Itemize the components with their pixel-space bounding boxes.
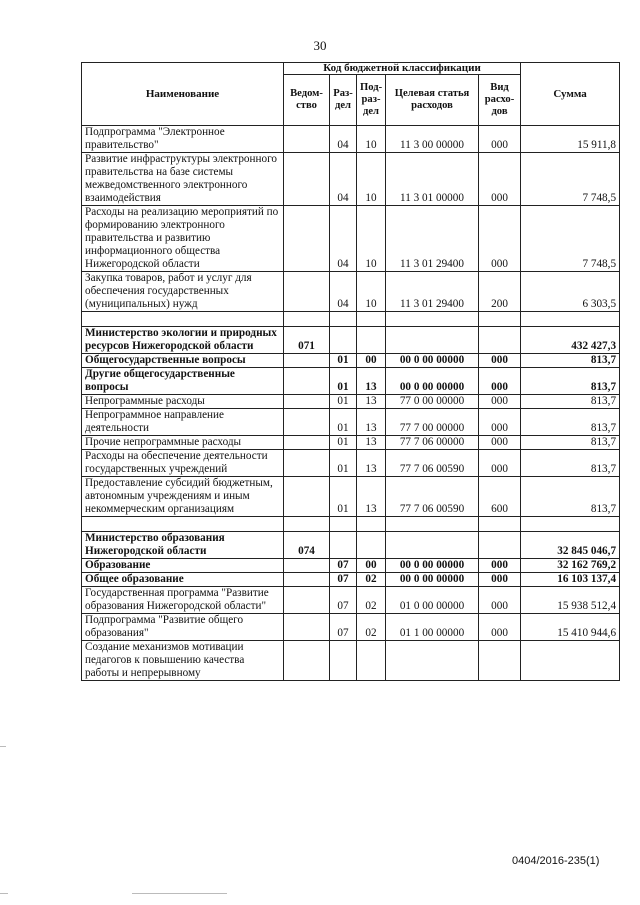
row-name: Закупка товаров, работ и услуг для обеспечения государственных (муниципальных) нужд	[82, 272, 284, 312]
table-row	[82, 354, 620, 368]
row-vid: 000	[479, 409, 521, 436]
row-razdel	[330, 641, 357, 681]
empty-cell	[479, 312, 521, 327]
table-row	[82, 477, 620, 517]
row-podrazdel: 00	[357, 354, 386, 368]
spacer-row	[82, 312, 620, 327]
row-name: Предоставление субсидий бюджетным, автономным учреждениям и иным некоммерческим организациям	[82, 477, 284, 517]
row-razdel	[330, 532, 357, 559]
row-ved	[284, 587, 330, 614]
row-tsel: 77 7 06 00590	[386, 477, 479, 517]
empty-cell	[386, 312, 479, 327]
row-vid: 000	[479, 153, 521, 206]
row-sum: 32 845 046,7	[521, 532, 620, 559]
scan-edge-mark	[132, 893, 227, 894]
row-name: Создание механизмов мотивации педагогов к повышению качества работы и непрерывному	[82, 641, 284, 681]
empty-cell	[330, 517, 357, 532]
row-razdel: 01	[330, 409, 357, 436]
scan-edge-mark	[0, 746, 6, 747]
empty-cell	[284, 517, 330, 532]
row-sum: 813,7	[521, 436, 620, 450]
row-sum: 813,7	[521, 477, 620, 517]
header-name: Наименование	[82, 63, 284, 126]
table-row	[82, 126, 620, 153]
row-name: Подпрограмма "Развитие общего образования"	[82, 614, 284, 641]
page-number: 30	[313, 38, 327, 53]
row-podrazdel: 13	[357, 436, 386, 450]
empty-cell	[521, 312, 620, 327]
row-ved	[284, 477, 330, 517]
row-ved	[284, 436, 330, 450]
row-podrazdel: 10	[357, 272, 386, 312]
row-ved	[284, 395, 330, 409]
row-tsel: 01 0 00 00000	[386, 587, 479, 614]
row-tsel: 11 3 01 00000	[386, 153, 479, 206]
table-body	[82, 126, 620, 681]
row-sum	[521, 641, 620, 681]
row-sum: 813,7	[521, 395, 620, 409]
table-row	[82, 206, 620, 272]
row-razdel: 04	[330, 126, 357, 153]
table-row	[82, 532, 620, 559]
row-sum: 432 427,3	[521, 327, 620, 354]
row-name: Непрограммные расходы	[82, 395, 284, 409]
row-razdel: 04	[330, 206, 357, 272]
row-tsel: 11 3 01 29400	[386, 206, 479, 272]
row-podrazdel	[357, 641, 386, 681]
table-row	[82, 436, 620, 450]
row-sum: 16 103 137,4	[521, 573, 620, 587]
row-razdel: 01	[330, 436, 357, 450]
table-row	[82, 153, 620, 206]
empty-cell	[330, 312, 357, 327]
table-row	[82, 641, 620, 681]
row-name: Прочие непрограммные расходы	[82, 436, 284, 450]
row-sum: 813,7	[521, 354, 620, 368]
empty-cell	[479, 517, 521, 532]
empty-cell	[521, 517, 620, 532]
row-podrazdel: 13	[357, 450, 386, 477]
row-name: Развитие инфраструктуры электронного правительства на базе системы межведомственного электронного взаимодействия	[82, 153, 284, 206]
row-vid: 200	[479, 272, 521, 312]
row-sum: 6 303,5	[521, 272, 620, 312]
table-row	[82, 272, 620, 312]
row-podrazdel	[357, 327, 386, 354]
row-tsel: 00 0 00 00000	[386, 368, 479, 395]
row-sum: 7 748,5	[521, 153, 620, 206]
row-tsel: 11 3 00 00000	[386, 126, 479, 153]
row-sum: 32 162 769,2	[521, 559, 620, 573]
row-sum: 813,7	[521, 409, 620, 436]
row-tsel: 00 0 00 00000	[386, 354, 479, 368]
empty-cell	[82, 517, 284, 532]
row-name: Министерство образования Нижегородской области	[82, 532, 284, 559]
row-ved	[284, 614, 330, 641]
row-vid: 000	[479, 206, 521, 272]
row-name: Министерство экологии и природных ресурсов Нижегородской области	[82, 327, 284, 354]
header-tsel: Целевая статья расходов	[386, 75, 479, 126]
row-vid: 000	[479, 436, 521, 450]
row-podrazdel: 10	[357, 153, 386, 206]
row-razdel: 01	[330, 368, 357, 395]
row-vid: 000	[479, 395, 521, 409]
row-vid: 000	[479, 614, 521, 641]
row-ved	[284, 641, 330, 681]
row-razdel: 07	[330, 614, 357, 641]
row-name: Государственная программа "Развитие образования Нижегородской области"	[82, 587, 284, 614]
row-podrazdel: 02	[357, 587, 386, 614]
row-name: Общее образование	[82, 573, 284, 587]
header-code-group: Код бюджетной классификации	[284, 63, 521, 75]
row-tsel: 77 0 00 00000	[386, 395, 479, 409]
row-podrazdel: 02	[357, 573, 386, 587]
row-podrazdel: 13	[357, 477, 386, 517]
row-podrazdel: 02	[357, 614, 386, 641]
row-podrazdel: 00	[357, 559, 386, 573]
row-vid: 000	[479, 573, 521, 587]
row-podrazdel	[357, 532, 386, 559]
row-name: Непрограммное направление деятельности	[82, 409, 284, 436]
row-ved	[284, 272, 330, 312]
row-sum: 15 911,8	[521, 126, 620, 153]
row-vid: 000	[479, 450, 521, 477]
row-tsel: 00 0 00 00000	[386, 559, 479, 573]
row-ved	[284, 573, 330, 587]
row-razdel: 07	[330, 573, 357, 587]
row-podrazdel: 13	[357, 409, 386, 436]
row-vid: 000	[479, 354, 521, 368]
row-tsel	[386, 327, 479, 354]
header-podrazdel: Под-раз-дел	[357, 75, 386, 126]
row-tsel: 77 7 06 00000	[386, 436, 479, 450]
row-name: Образование	[82, 559, 284, 573]
row-tsel: 00 0 00 00000	[386, 573, 479, 587]
table-row	[82, 559, 620, 573]
row-podrazdel: 10	[357, 126, 386, 153]
table-row	[82, 409, 620, 436]
row-vid	[479, 641, 521, 681]
row-tsel: 77 7 00 00000	[386, 409, 479, 436]
row-ved	[284, 153, 330, 206]
scan-edge-mark	[0, 893, 8, 894]
row-tsel: 01 1 00 00000	[386, 614, 479, 641]
header-ved: Ведом-ство	[284, 75, 330, 126]
row-ved	[284, 450, 330, 477]
budget-table	[81, 62, 620, 681]
row-sum: 813,7	[521, 368, 620, 395]
row-sum: 7 748,5	[521, 206, 620, 272]
row-ved	[284, 206, 330, 272]
spacer-row	[82, 517, 620, 532]
row-vid	[479, 327, 521, 354]
row-vid: 600	[479, 477, 521, 517]
empty-cell	[357, 517, 386, 532]
empty-cell	[386, 517, 479, 532]
row-ved: 074	[284, 532, 330, 559]
row-razdel: 07	[330, 559, 357, 573]
row-ved	[284, 368, 330, 395]
table-row	[82, 327, 620, 354]
row-tsel: 77 7 06 00590	[386, 450, 479, 477]
table-row	[82, 368, 620, 395]
table-row	[82, 395, 620, 409]
empty-cell	[357, 312, 386, 327]
row-vid: 000	[479, 368, 521, 395]
row-tsel	[386, 532, 479, 559]
row-vid	[479, 532, 521, 559]
row-razdel	[330, 327, 357, 354]
row-ved	[284, 409, 330, 436]
row-sum: 15 938 512,4	[521, 587, 620, 614]
header-sum: Сумма	[521, 63, 620, 126]
row-sum: 813,7	[521, 450, 620, 477]
row-podrazdel: 10	[357, 206, 386, 272]
row-podrazdel: 13	[357, 368, 386, 395]
header-razdel: Раз-дел	[330, 75, 357, 126]
row-name: Подпрограмма "Электронное правительство"	[82, 126, 284, 153]
row-razdel: 04	[330, 272, 357, 312]
row-name: Расходы на реализацию мероприятий по формированию электронного правительства и развитию информационного общества Нижегородской области	[82, 206, 284, 272]
row-razdel: 01	[330, 450, 357, 477]
row-tsel	[386, 641, 479, 681]
row-vid: 000	[479, 559, 521, 573]
row-vid: 000	[479, 587, 521, 614]
row-name: Общегосударственные вопросы	[82, 354, 284, 368]
row-tsel: 11 3 01 29400	[386, 272, 479, 312]
row-name: Другие общегосударственные вопросы	[82, 368, 284, 395]
header-vid: Вид расхо-дов	[479, 75, 521, 126]
row-name: Расходы на обеспечение деятельности государственных учреждений	[82, 450, 284, 477]
table-row	[82, 614, 620, 641]
empty-cell	[82, 312, 284, 327]
empty-cell	[284, 312, 330, 327]
row-ved	[284, 559, 330, 573]
table-row	[82, 450, 620, 477]
table-row	[82, 587, 620, 614]
row-vid: 000	[479, 126, 521, 153]
row-ved	[284, 126, 330, 153]
row-razdel: 07	[330, 587, 357, 614]
row-razdel: 01	[330, 354, 357, 368]
row-podrazdel: 13	[357, 395, 386, 409]
table-row	[82, 573, 620, 587]
row-ved: 071	[284, 327, 330, 354]
document-code: 0404/2016-235(1)	[512, 855, 600, 867]
row-razdel: 04	[330, 153, 357, 206]
row-ved	[284, 354, 330, 368]
row-razdel: 01	[330, 395, 357, 409]
row-razdel: 01	[330, 477, 357, 517]
row-sum: 15 410 944,6	[521, 614, 620, 641]
